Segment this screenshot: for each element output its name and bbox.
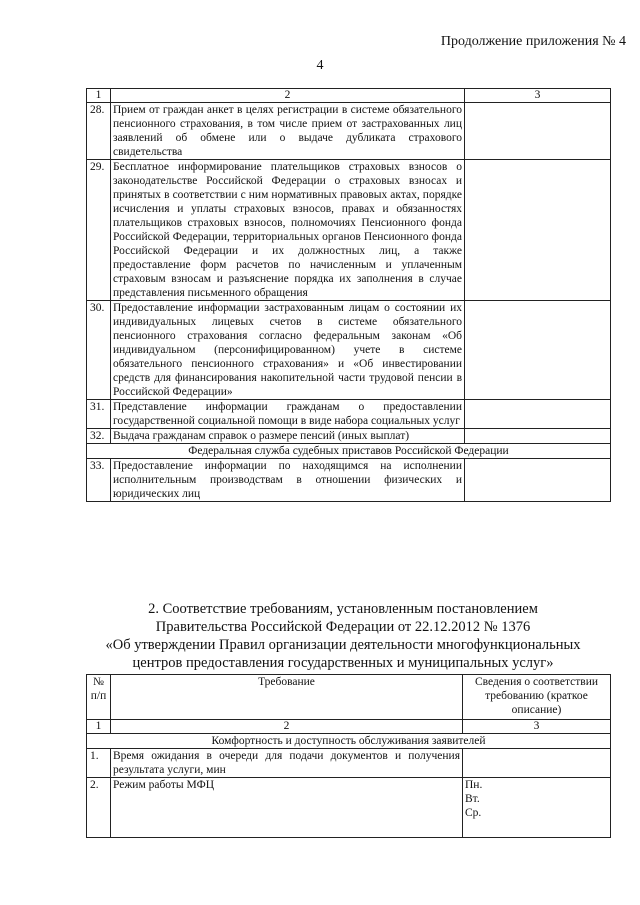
row-number: 32. [87, 429, 111, 444]
section-2-title [88, 600, 598, 672]
row-number: 2. [87, 778, 111, 838]
header-requirement: Требование [111, 675, 463, 720]
empty-cell [465, 429, 611, 444]
column-number-2: 2 [111, 89, 465, 103]
empty-cell [465, 400, 611, 429]
empty-cell [465, 459, 611, 502]
row-number: 28. [87, 103, 111, 160]
column-number-1: 1 [87, 89, 111, 103]
service-description: Предоставление информации по находящимся на исполнении исполнительным производствам в отношении физических и юридических лиц [111, 459, 465, 502]
row-number: 30. [87, 301, 111, 400]
header-number: № п/п [87, 675, 111, 720]
column-number-1: 1 [87, 720, 111, 734]
service-description: Прием от граждан анкет в целях регистрации в системе обязательного пенсионного страхования, в том числе прием от застрахованных лиц заявлений об обмене или о выдаче дубликата страхового свидетельства [111, 103, 465, 160]
row-number: 31. [87, 400, 111, 429]
appendix-continuation-note: Продолжение приложения № 4 [440, 34, 626, 49]
row-number: 1. [87, 749, 111, 778]
empty-cell [463, 749, 611, 778]
service-description: Предоставление информации застрахованным лицам о состоянии их индивидуальных лицевых счетов в системе обязательного пенсионного страхования согласно федеральным законам «Об индивидуальном (персонифицированном) учете в системе обязательного пенсионного страхования» и «Об инвестировании средств для финансирования накопительной части трудовой пенсии в Российской Федерации» [111, 301, 465, 400]
requirements-table [86, 674, 611, 838]
empty-cell [465, 301, 611, 400]
table-row [87, 160, 611, 301]
page-number: 4 [316, 58, 324, 73]
table-row [87, 459, 611, 502]
requirement-text: Время ожидания в очереди для подачи документов и получения результата услуги, мин [111, 749, 463, 778]
section-heading-row [87, 734, 611, 749]
table-row [87, 749, 611, 778]
table-header-row [87, 675, 611, 720]
empty-cell [465, 103, 611, 160]
section-title-line: центров предоставления государственных и муниципальных услуг» [132, 655, 554, 671]
agency-heading: Федеральная служба судебных приставов Российской Федерации [87, 444, 611, 459]
service-description: Выдача гражданам справок о размере пенсий (иных выплат) [111, 429, 465, 444]
table-row [87, 429, 611, 444]
empty-cell [465, 160, 611, 301]
working-days-cell [463, 778, 611, 838]
column-number-3: 3 [463, 720, 611, 734]
table-row [87, 301, 611, 400]
section-heading-row [87, 444, 611, 459]
section-title-line: Правительства Российской Федерации от 22.12.2012 № 1376 [155, 619, 531, 635]
comfort-section-heading: Комфортность и доступность обслуживания заявителей [87, 734, 611, 749]
service-description: Бесплатное информирование плательщиков страховых взносов о законодательстве Российской Федерации о страховых взносах и принятых в соответствии с ним нормативных правовых актах, порядке исчисления и уплаты страховых взносов, правах и обязанностях плательщиков страховых взносов, полномочиях Пенсионного фонда Российской Федерации, территориальных органов Пенсионного фонда Российской Федерации и их должностных лиц, а также предоставление форм расчетов по начисленным и уплаченным страховым взносам и разъяснение порядка их заполнения в случае представления письменного обращения [111, 160, 465, 301]
section-title-line: «Об утверждении Правил организации деятельности многофункциональных [105, 637, 581, 653]
day-label: Пн. [465, 779, 483, 791]
day-label: Ср. [465, 807, 482, 819]
column-numbers-row [87, 720, 611, 734]
requirement-text: Режим работы МФЦ [111, 778, 463, 838]
day-label: Вт. [465, 793, 480, 805]
column-number-2: 2 [111, 720, 463, 734]
table-header-row [87, 89, 611, 103]
services-table [86, 88, 611, 502]
section-title-line: 2. Соответствие требованиям, установленным постановлением [148, 601, 538, 617]
column-number-3: 3 [465, 89, 611, 103]
service-description: Представление информации гражданам о предоставлении государственной социальной помощи в виде набора социальных услуг [111, 400, 465, 429]
table-row [87, 778, 611, 838]
row-number: 29. [87, 160, 111, 301]
header-compliance-info: Сведения о соответствии требованию (краткое описание) [463, 675, 611, 720]
table-row [87, 400, 611, 429]
table-row [87, 103, 611, 160]
row-number: 33. [87, 459, 111, 502]
